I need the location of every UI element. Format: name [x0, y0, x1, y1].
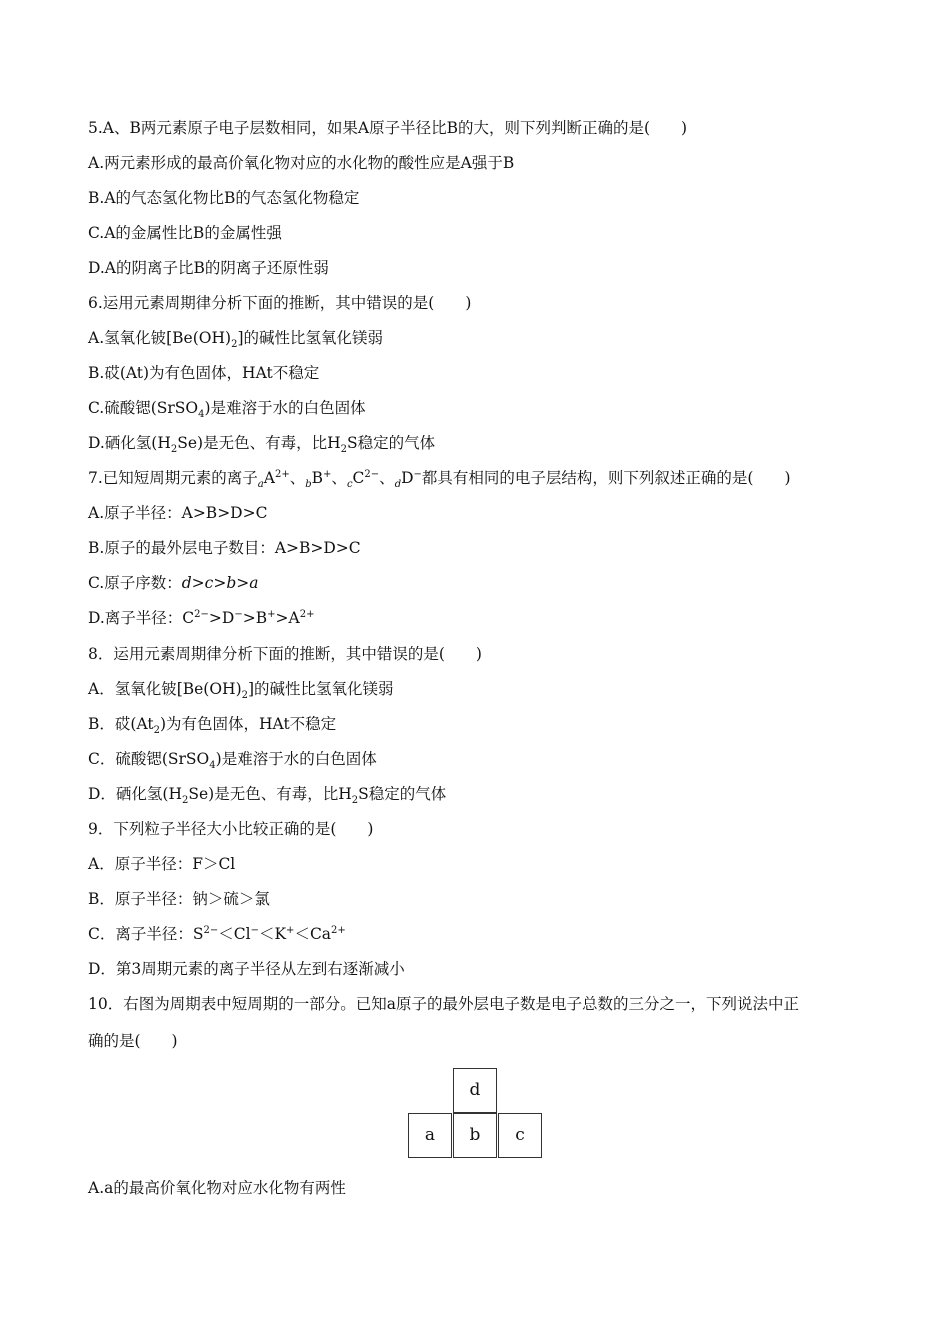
- q6-option-b: B.砹(At)为有色固体，HAt不稳定: [88, 364, 320, 382]
- q9-option-a: A．原子半径：F＞Cl: [88, 855, 236, 873]
- q5-option-d: D.A的阴离子比B的阴离子还原性弱: [88, 259, 329, 277]
- q5-option-a: A.两元素形成的最高价氧化物对应的水化物的酸性应是A强于B: [88, 154, 515, 172]
- q5-option-b: B.A的气态氢化物比B的气态氢化物稳定: [88, 189, 360, 207]
- q7-option-d: D.离子半径：$C^{2-}>D^->B^+>A^{2+}$: [88, 608, 315, 627]
- cell-a: a: [408, 1113, 452, 1158]
- q5-option-c: C.A的金属性比B的金属性强: [88, 224, 282, 242]
- q8-stem: 8．运用元素周期律分析下面的推断，其中错误的是( ): [88, 645, 482, 663]
- q8-option-d: D．硒化氢$(H_2Se)$是无色、有毒，比$H_2S$稳定的气体: [88, 785, 447, 807]
- q7-stem: 7.已知短周期元素的离子$_aA^{2+}$、$_b$B+、$_cC^{2-}$、$_d$D−都具有相同的电子层结构，则下列叙述正确的是( ): [88, 468, 791, 491]
- q7-option-c: C.原子序数：d>c>b>a: [88, 574, 259, 592]
- q10-stem-line2: 确的是( ): [88, 1032, 178, 1050]
- q6-option-c: C.硫酸锶(SrSO$_4$)是难溶于水的白色固体: [88, 399, 366, 421]
- cell-b: b: [453, 1113, 497, 1158]
- q6-option-a: A.氢氧化铍$[Be(OH)_2]$的碱性比氢氧化镁弱: [88, 329, 383, 351]
- cell-d: d: [453, 1068, 497, 1113]
- periodic-table-fragment: [408, 1068, 542, 1160]
- q10-option-a: A.a的最高价氧化物对应水化物有两性: [88, 1179, 346, 1197]
- q9-stem: 9．下列粒子半径大小比较正确的是( ): [88, 820, 374, 838]
- q8-option-c: C．硫酸锶(SrSO$_4$)是难溶于水的白色固体: [88, 750, 377, 772]
- q8-option-a: A．氢氧化铍$[Be(OH)_2]$的碱性比氢氧化镁弱: [88, 680, 394, 702]
- cell-c: c: [498, 1113, 542, 1158]
- q9-option-d: D．第3周期元素的离子半径从左到右逐渐减小: [88, 960, 405, 978]
- q8-option-b: B．砹$(At_2)$为有色固体，HAt不稳定: [88, 715, 337, 737]
- q7-option-a: A.原子半径：A>B>D>C: [88, 504, 268, 522]
- q6-stem: 6.运用元素周期律分析下面的推断，其中错误的是( ): [88, 294, 472, 312]
- q7-option-b: B.原子的最外层电子数目：A>B>D>C: [88, 539, 361, 557]
- q6-option-d: D.硒化氢$(H_2Se)$是无色、有毒，比$H_2S$稳定的气体: [88, 434, 436, 456]
- q10-stem-line1: 10．右图为周期表中短周期的一部分。已知a原子的最外层电子数是电子总数的三分之一，下列说法中正: [88, 995, 799, 1013]
- q9-option-c: C．离子半径：$S^{2-}<Cl^-<K^+<Ca^{2+}$: [88, 924, 346, 943]
- q5-stem: 5.A、B两元素原子电子层数相同，如果A原子半径比B的大，则下列判断正确的是( ): [88, 119, 688, 137]
- q9-option-b: B．原子半径：钠＞硫＞氯: [88, 890, 270, 908]
